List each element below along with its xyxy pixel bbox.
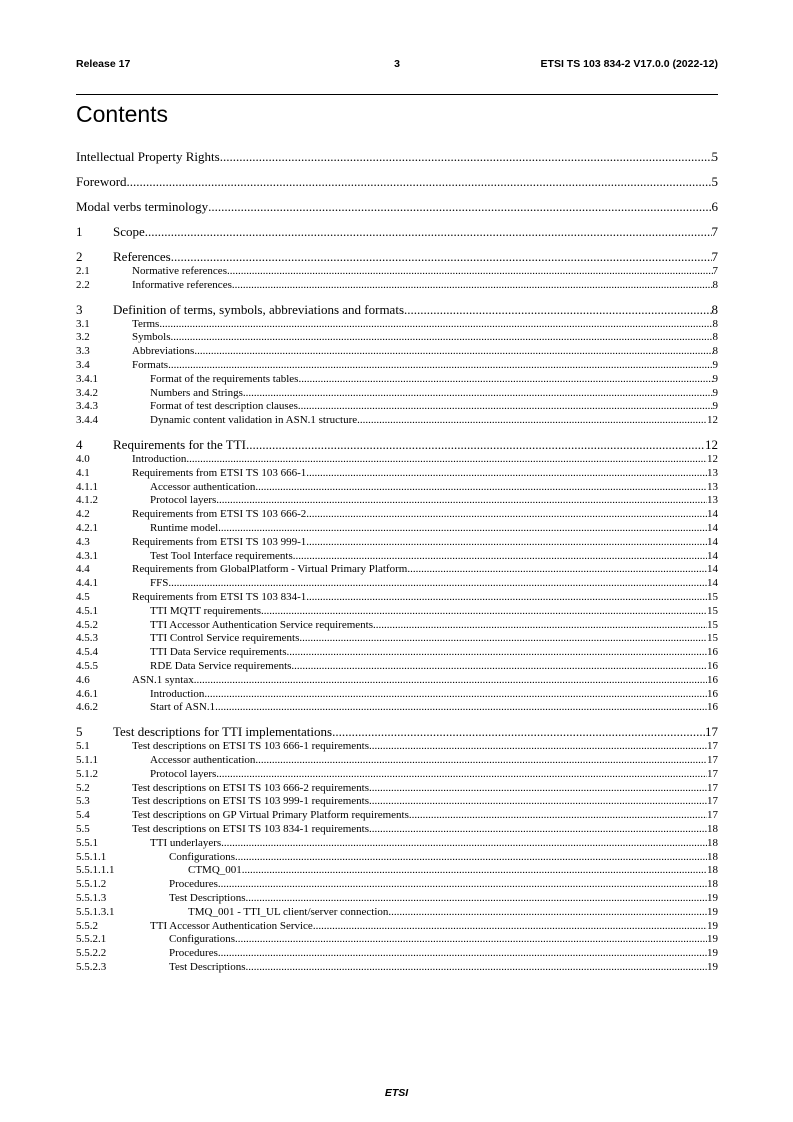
toc-leader-dots — [298, 373, 712, 387]
toc-entry-title: Start of ASN.1 — [150, 701, 216, 714]
toc-leader-dots — [216, 768, 707, 782]
toc-entry-title: Accessor authentication — [150, 480, 256, 493]
toc-entry-page: 13 — [707, 480, 718, 493]
toc-entry-title: CTMQ_001 — [188, 864, 242, 877]
toc-entry-title: FFS — [150, 577, 169, 590]
toc-leader-dots — [357, 414, 707, 428]
toc-entry-page: 17 — [705, 724, 718, 740]
toc-entry-page: 12 — [707, 414, 718, 427]
toc-leader-dots — [332, 724, 705, 740]
toc-entry[interactable]: 5.3 Test descriptions on ETSI TS 103 999-1 requirements ..... 17 — [76, 795, 718, 809]
toc-leader-dots — [313, 920, 707, 934]
toc-entry-page: 15 — [707, 632, 718, 645]
toc-entry[interactable]: 4.2 Requirements from ETSI TS 103 666-2 ..... 14 — [76, 508, 718, 522]
toc-entry-title: Format of the requirements tables — [150, 372, 299, 385]
toc-leader-dots — [186, 453, 707, 467]
toc-entry-title: TTI Data Service requirements — [150, 646, 287, 659]
toc-entry-title: Test Descriptions — [169, 961, 246, 973]
toc-entry[interactable]: 4.6.2 Start of ASN.1 ..... 16 — [76, 701, 718, 715]
toc-entry[interactable]: 4 Requirements for the TTI ..... 12 — [76, 437, 718, 453]
toc-entry-page: 6 — [711, 199, 718, 214]
toc-entry-title: ASN.1 syntax — [132, 673, 194, 686]
toc-entry-title: Abbreviations — [132, 345, 195, 358]
toc-entry-title: Runtime model — [150, 522, 219, 534]
toc-leader-dots — [306, 508, 707, 522]
toc-entry-page: 12 — [707, 453, 718, 465]
toc-leader-dots — [306, 467, 707, 481]
toc-entry[interactable]: 4.5.1 TTI MQTT requirements ..... 15 — [76, 605, 718, 619]
toc-entry-title: Scope — [113, 224, 145, 239]
toc-entry[interactable]: 2.2 Informative references ..... 8 — [76, 279, 718, 293]
toc-entry[interactable]: 5.1 Test descriptions on ETSI TS 103 666-1 requirements ..... 17 — [76, 740, 718, 754]
toc-leader-dots — [220, 149, 712, 165]
toc-leader-dots — [194, 674, 707, 688]
toc-entry[interactable]: 3.4.1 Format of the requirements tables ..... 9 — [76, 373, 718, 387]
toc-entry[interactable]: 3.1 Terms ..... 8 — [76, 318, 718, 332]
toc-entry-title: TTI Accessor Authentication Service requirements — [150, 618, 373, 631]
toc-entry-title: Symbols — [132, 331, 171, 344]
toc-entry[interactable]: 5 Test descriptions for TTI implementations ..... 17 — [76, 724, 718, 740]
toc-leader-dots — [409, 809, 707, 823]
toc-entry[interactable]: 3.4 Formats ..... 9 — [76, 359, 718, 373]
toc-leader-dots — [232, 279, 713, 293]
toc-entry-page: 19 — [707, 961, 718, 973]
toc-entry-title: Test descriptions on ETSI TS 103 666-2 requirements — [132, 781, 370, 794]
toc-entry-title: Normative references — [132, 265, 227, 277]
toc-entry-title: Terms — [132, 317, 160, 330]
toc-entry-page: 19 — [707, 892, 718, 904]
toc-entry-page: 9 — [712, 400, 718, 413]
toc-entry-page: 16 — [707, 687, 718, 700]
toc-entry-page: 19 — [707, 933, 718, 946]
toc-entry-page: 8 — [712, 331, 718, 344]
toc-leader-dots — [369, 740, 707, 754]
toc-entry-page: 17 — [707, 795, 718, 808]
toc-entry-page: 17 — [707, 740, 718, 753]
toc-entry-page: 15 — [707, 591, 718, 603]
toc-entry-title: Procedures — [169, 878, 218, 891]
toc-leader-dots — [168, 359, 712, 373]
toc-entry[interactable]: 3.3 Abbreviations ..... 8 — [76, 345, 718, 359]
toc-entry[interactable]: 4.5.3 TTI Control Service requirements ..... 15 — [76, 632, 718, 646]
toc-entry[interactable] — [76, 149, 718, 165]
toc-entry-title: TTI underlayers — [150, 836, 222, 849]
toc-entry-page: 17 — [707, 754, 718, 766]
toc-entry-title: Modal verbs terminology — [76, 199, 209, 214]
toc-leader-dots — [204, 688, 707, 702]
toc-leader-dots — [235, 933, 707, 947]
toc-entry[interactable]: 5.2 Test descriptions on ETSI TS 103 666-2 requirements ..... 17 — [76, 782, 718, 796]
toc-leader-dots — [243, 387, 713, 401]
toc-entry-title: Requirements for the TTI — [113, 437, 246, 452]
toc-entry-title: Numbers and Strings — [150, 386, 243, 399]
toc-entry-page: 9 — [712, 386, 718, 399]
toc-entry-title: TTI Accessor Authentication Service — [150, 919, 313, 932]
toc-leader-dots — [218, 522, 707, 536]
toc-entry-title: Introduction — [132, 453, 187, 465]
toc-leader-dots — [242, 864, 707, 878]
toc-entry-title: Configurations — [169, 850, 235, 863]
toc-entry-title: Requirements from GlobalPlatform - Virtual Primary Platform — [132, 563, 408, 576]
toc-leader-dots — [227, 265, 713, 279]
toc-entry-page: 18 — [707, 836, 718, 849]
toc-entry-page: 8 — [712, 317, 718, 330]
toc-entry-title: Definition of terms, symbols, abbreviations and formats — [113, 301, 405, 317]
toc-entry[interactable]: 4.1 Requirements from ETSI TS 103 666-1 ..... 13 — [76, 467, 718, 481]
toc-entry[interactable]: 2.1 Normative references ..... 7 — [76, 265, 718, 279]
toc-leader-dots — [168, 577, 707, 591]
toc-entry[interactable]: 4.6.1 Introduction ..... 16 — [76, 688, 718, 702]
toc-entry[interactable]: 4.5.2 TTI Accessor Authentication Service requirements ..... 15 — [76, 619, 718, 633]
toc-entry-page: 5 — [711, 174, 718, 189]
toc-leader-dots — [171, 331, 713, 345]
toc-leader-dots — [261, 605, 707, 619]
toc-leader-dots — [291, 660, 707, 674]
toc-entry-title: TMQ_001 - TTI_UL client/server connection — [188, 905, 389, 918]
toc-entry-page: 16 — [707, 646, 718, 659]
toc-entry-page: 13 — [707, 494, 718, 507]
toc-entry[interactable]: 4.4 Requirements from GlobalPlatform - Virtual Primary Platform ..... 14 — [76, 563, 718, 577]
toc-leader-dots — [246, 961, 707, 975]
toc-entry-title: Protocol layers — [150, 767, 217, 780]
toc-entry-title: Format of test description clauses — [150, 400, 298, 413]
toc-entry-page: 16 — [707, 660, 718, 672]
toc-entry[interactable]: 4.5.4 TTI Data Service requirements ..... 16 — [76, 646, 718, 660]
toc-entry[interactable]: 5.5.1.2 Procedures ..... 18 — [76, 878, 718, 892]
toc-leader-dots — [145, 224, 712, 240]
toc-entry-page: 16 — [707, 701, 718, 714]
page-footer: ETSI — [384, 1087, 409, 1099]
toc-entry-page: 8 — [711, 301, 718, 317]
toc-entry[interactable]: 5.5.1.1.1 CTMQ_001 ..... 18 — [76, 864, 718, 878]
toc-entry[interactable]: 3.4.2 Numbers and Strings ..... 9 — [76, 387, 718, 401]
toc-entry-page: 5 — [711, 149, 718, 164]
toc-leader-dots — [194, 345, 712, 359]
toc-entry[interactable]: 4.6 ASN.1 syntax ..... 16 — [76, 674, 718, 688]
page-header — [76, 58, 718, 72]
toc-entry[interactable]: 4.3.1 Test Tool Interface requirements ..... 14 — [76, 550, 718, 564]
toc-entry-title: Requirements from ETSI TS 103 666-2 — [132, 508, 307, 521]
toc-entry-page: 14 — [707, 535, 718, 548]
toc-entry[interactable]: 5.5.2.1 Configurations ..... 19 — [76, 933, 718, 947]
toc-entry[interactable]: 5.5.1 TTI underlayers ..... 18 — [76, 837, 718, 851]
toc-leader-dots — [235, 851, 707, 865]
toc-entry-title: RDE Data Service requirements — [150, 660, 292, 672]
toc-entry-page: 8 — [712, 345, 718, 358]
toc-entry-title: Intellectual Property Rights — [76, 149, 220, 164]
toc-entry[interactable] — [76, 174, 718, 190]
toc-entry[interactable]: 4.5.5 RDE Data Service requirements ..... 16 — [76, 660, 718, 674]
toc-entry-title: Test Descriptions — [169, 892, 246, 904]
toc-entry-page: 14 — [707, 577, 718, 590]
header-rule — [76, 94, 718, 95]
toc-entry-page: 15 — [707, 604, 718, 617]
toc-entry-title: Formats — [132, 359, 169, 371]
toc-entry-title: Test descriptions on GP Virtual Primary Platform requirements — [132, 809, 409, 822]
toc-leader-dots — [373, 619, 707, 633]
toc-entry-title: Accessor authentication — [150, 754, 256, 766]
toc-entry[interactable]: 5.4 Test descriptions on GP Virtual Primary Platform requirements ..... 17 — [76, 809, 718, 823]
toc-entry-title: References — [113, 249, 171, 264]
toc-entry-page: 18 — [707, 878, 718, 891]
toc-leader-dots — [388, 906, 707, 920]
toc-leader-dots — [404, 302, 711, 318]
toc-leader-dots — [171, 249, 712, 265]
toc-entry[interactable]: 1 Scope ..... 7 — [76, 224, 718, 240]
page-title: Contents — [76, 101, 169, 127]
toc-entry-title: Test descriptions on ETSI TS 103 666-1 requirements — [132, 740, 370, 753]
toc-entry-title: Introduction — [150, 687, 205, 700]
toc-leader-dots — [369, 795, 707, 809]
toc-entry[interactable]: 4.2.1 Runtime model ..... 14 — [76, 522, 718, 536]
toc-entry-title: Requirements from ETSI TS 103 666-1 — [132, 466, 307, 479]
toc-entry-title: Test descriptions on ETSI TS 103 999-1 requirements — [132, 795, 370, 808]
toc-entry[interactable]: 5.1.1 Accessor authentication ..... 17 — [76, 754, 718, 768]
toc-entry[interactable]: 4.5 Requirements from ETSI TS 103 834-1 ..... 15 — [76, 591, 718, 605]
toc-leader-dots — [306, 536, 707, 550]
toc-entry[interactable] — [76, 199, 718, 215]
toc-entry-page: 17 — [707, 781, 718, 794]
toc-entry[interactable]: 2 References ..... 7 — [76, 249, 718, 265]
toc-entry[interactable]: 5.5.1.3 Test Descriptions ..... 19 — [76, 892, 718, 906]
toc-entry-page: 8 — [712, 278, 718, 291]
toc-entry[interactable]: 5.5.1.3.1 TMQ_001 - TTI_UL client/server connection ..... 19 — [76, 906, 718, 920]
toc-leader-dots — [255, 754, 707, 768]
toc-leader-dots — [369, 782, 707, 796]
toc-leader-dots — [298, 400, 713, 414]
toc-entry-page: 9 — [712, 359, 718, 371]
toc-leader-dots — [369, 823, 707, 837]
toc-entry-title: Protocol layers — [150, 494, 217, 507]
toc-entry[interactable]: 5.5.2 TTI Accessor Authentication Service ..... 19 — [76, 920, 718, 934]
toc-entry[interactable]: 3.4.3 Format of test description clauses ..... 9 — [76, 400, 718, 414]
toc-leader-dots — [407, 563, 707, 577]
toc-entry[interactable]: 5.5.1.1 Configurations ..... 18 — [76, 851, 718, 865]
toc-entry-page: 12 — [705, 437, 718, 452]
toc-entry-title: Test descriptions on ETSI TS 103 834-1 requirements — [132, 823, 370, 835]
toc-leader-dots — [218, 947, 707, 961]
toc-entry[interactable]: 5.5.2.3 Test Descriptions ..... 19 — [76, 961, 718, 975]
toc-entry-title: Test Tool Interface requirements — [150, 549, 293, 562]
toc-entry[interactable]: 3.2 Symbols ..... 8 — [76, 331, 718, 345]
toc-leader-dots — [246, 892, 707, 906]
toc-entry-page: 14 — [707, 508, 718, 521]
toc-entry-title: Requirements from ETSI TS 103 999-1 — [132, 535, 307, 548]
toc-entry[interactable]: 4.4.1 FFS ..... 14 — [76, 577, 718, 591]
toc-entry[interactable]: 5.1.2 Protocol layers ..... 17 — [76, 768, 718, 782]
toc-entry-page: 14 — [707, 563, 718, 576]
toc-entry-page: 9 — [712, 372, 718, 385]
toc-entry[interactable]: 4.1.2 Protocol layers ..... 13 — [76, 494, 718, 508]
toc-leader-dots — [293, 550, 707, 564]
toc-leader-dots — [306, 591, 707, 605]
toc-leader-dots — [218, 878, 707, 892]
toc-entry-page: 19 — [707, 905, 718, 918]
toc-entry-page: 18 — [707, 823, 718, 835]
toc-entry[interactable]: 3 Definition of terms, symbols, abbreviations and formats ..... 8 — [76, 302, 718, 318]
page-number: 3 — [394, 58, 400, 70]
toc-entry-title: Test descriptions for TTI implementations — [113, 724, 333, 740]
toc-entry-page: 7 — [711, 224, 718, 239]
toc-leader-dots — [255, 481, 707, 495]
toc-entry-page: 7 — [712, 265, 718, 277]
toc-leader-dots — [208, 199, 711, 215]
document-id: ETSI TS 103 834-2 V17.0.0 (2022-12) — [540, 58, 718, 70]
toc-entry[interactable]: 4.1.1 Accessor authentication ..... 13 — [76, 481, 718, 495]
toc-entry-page: 17 — [707, 767, 718, 780]
toc-entry-title: Configurations — [169, 933, 235, 946]
toc-entry-page: 19 — [707, 947, 718, 960]
toc-entry-title: Foreword — [76, 174, 127, 189]
toc-entry-page: 14 — [707, 522, 718, 534]
release-label: Release 17 — [76, 58, 131, 70]
toc-entry[interactable]: 3.4.4 Dynamic content validation in ASN.1 structure ..... 12 — [76, 414, 718, 428]
toc-entry-title: Requirements from ETSI TS 103 834-1 — [132, 591, 307, 603]
toc-entry-page: 14 — [707, 549, 718, 562]
toc-leader-dots — [287, 646, 707, 660]
toc-leader-dots — [216, 494, 707, 508]
toc-entry-title: Procedures — [169, 947, 218, 960]
toc-entry-page: 13 — [707, 466, 718, 479]
toc-entry-page: 19 — [707, 919, 718, 932]
toc-entry-page: 18 — [707, 850, 718, 863]
toc-entry[interactable]: 4.0 Introduction ..... 12 — [76, 453, 718, 467]
toc-entry[interactable]: 4.3 Requirements from ETSI TS 103 999-1 ..... 14 — [76, 536, 718, 550]
toc-entry-title: Dynamic content validation in ASN.1 structure — [150, 414, 358, 427]
toc-leader-dots — [127, 174, 712, 190]
toc-entry-title: TTI MQTT requirements — [150, 604, 261, 617]
toc-entry-page: 18 — [707, 864, 718, 877]
toc-entry-page: 16 — [707, 673, 718, 686]
toc-leader-dots — [246, 437, 705, 453]
toc-entry-title: Informative references — [132, 278, 232, 291]
toc-entry-page: 17 — [707, 809, 718, 822]
toc-entry[interactable]: 5.5.2.2 Procedures ..... 19 — [76, 947, 718, 961]
toc-entry[interactable]: 5.5 Test descriptions on ETSI TS 103 834-1 requirements ..... 18 — [76, 823, 718, 837]
toc-entry-page: 15 — [707, 618, 718, 631]
toc-leader-dots — [299, 632, 707, 646]
toc-leader-dots — [221, 837, 707, 851]
toc-leader-dots — [215, 701, 707, 715]
toc-entry-page: 7 — [711, 249, 718, 264]
toc-leader-dots — [159, 318, 712, 332]
toc-entry-title: TTI Control Service requirements — [150, 632, 300, 645]
